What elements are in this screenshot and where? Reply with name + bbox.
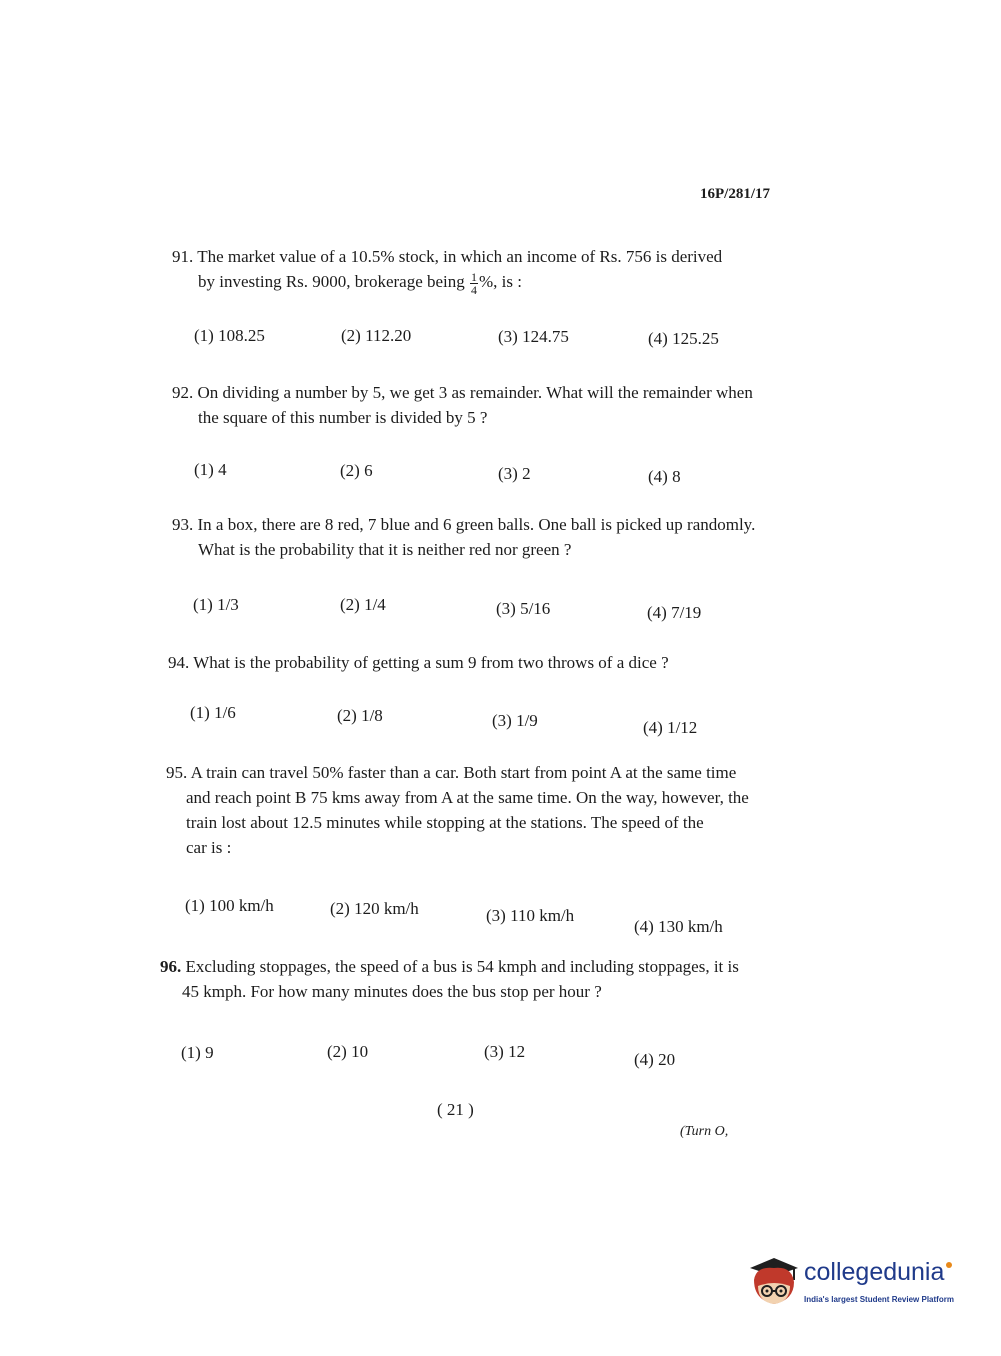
option-93-1: (1) 1/3 <box>193 595 239 614</box>
logo-tagline: India's largest Student Review Platform <box>804 1295 954 1304</box>
question-text-line: A train can travel 50% faster than a car. Both start from point A at the same time <box>190 763 737 782</box>
question-96 <box>160 954 739 1004</box>
question-text-line: What is the probability of getting a sum 9 from two throws of a dice ? <box>193 653 669 672</box>
logo-dot-icon <box>946 1262 952 1268</box>
question-number: 95. <box>166 763 188 782</box>
question-94 <box>168 650 669 675</box>
option-95-4: (4) 130 km/h <box>634 917 723 936</box>
fraction <box>470 271 478 296</box>
question-text-line: What is the probability that it is neither red nor green ? <box>198 540 572 559</box>
question-text-line: In a box, there are 8 red, 7 blue and 6 green balls. One ball is picked up randomly. <box>197 515 756 534</box>
option-96-4: (4) 20 <box>634 1050 676 1069</box>
option-96-1: (1) 9 <box>181 1043 214 1062</box>
option-94-2: (2) 1/8 <box>337 706 383 725</box>
question-91 <box>172 244 722 296</box>
option-96-2: (2) 10 <box>327 1042 369 1061</box>
option-96-3: (3) 12 <box>484 1042 526 1061</box>
question-text-line: On dividing a number by 5, we get 3 as remainder. What will the remainder when <box>197 383 753 402</box>
question-text-line: train lost about 12.5 minutes while stopping at the stations. The speed of the <box>186 813 704 832</box>
turn-over-note: (Turn O, <box>680 1124 729 1139</box>
question-text-line: The market value of a 10.5% stock, in which an income of Rs. 756 is derived <box>197 247 723 266</box>
option-93-4: (4) 7/19 <box>647 603 702 622</box>
question-number: 93. <box>172 515 194 534</box>
fraction-numerator: 1 <box>471 269 478 284</box>
question-93 <box>172 512 755 562</box>
option-95-1: (1) 100 km/h <box>185 896 274 915</box>
collegedunia-logo <box>744 1250 974 1315</box>
page-number: ( 21 ) <box>437 1100 474 1119</box>
question-text-line: car is : <box>186 838 232 857</box>
option-91-3: (3) 124.75 <box>498 327 569 346</box>
question-text-line: %, is : <box>479 272 522 291</box>
option-91-4: (4) 125.25 <box>648 329 719 348</box>
question-text-line: 45 kmph. For how many minutes does the bus stop per hour ? <box>182 982 602 1001</box>
fraction-denominator: 4 <box>471 282 478 297</box>
question-text-line: the square of this number is divided by 5 ? <box>198 408 488 427</box>
option-95-2: (2) 120 km/h <box>330 899 419 918</box>
mascot-icon <box>744 1250 802 1310</box>
option-92-4: (4) 8 <box>648 467 681 486</box>
option-95-3: (3) 110 km/h <box>486 906 575 925</box>
option-92-3: (3) 2 <box>498 464 531 483</box>
paper-code: 16P/281/17 <box>700 186 770 202</box>
option-91-2: (2) 112.20 <box>341 326 412 345</box>
option-93-2: (2) 1/4 <box>340 595 386 614</box>
question-95 <box>166 760 749 860</box>
option-93-3: (3) 5/16 <box>496 599 551 618</box>
question-number: 92. <box>172 383 194 402</box>
question-text-line: and reach point B 75 kms away from A at the same time. On the way, however, the <box>186 788 749 807</box>
option-94-1: (1) 1/6 <box>190 703 236 722</box>
question-number: 91. <box>172 247 194 266</box>
logo-wordmark: collegedunia <box>804 1258 945 1286</box>
question-number: 96. <box>160 957 182 976</box>
option-94-4: (4) 1/12 <box>643 718 698 737</box>
question-text-line: by investing Rs. 9000, brokerage being <box>198 272 465 291</box>
question-text-line: Excluding stoppages, the speed of a bus is 54 kmph and including stoppages, it is <box>185 957 739 976</box>
option-92-2: (2) 6 <box>340 461 373 480</box>
option-94-3: (3) 1/9 <box>492 711 538 730</box>
question-number: 94. <box>168 653 190 672</box>
option-91-1: (1) 108.25 <box>194 326 265 345</box>
option-92-1: (1) 4 <box>194 460 227 479</box>
question-92 <box>172 380 753 430</box>
